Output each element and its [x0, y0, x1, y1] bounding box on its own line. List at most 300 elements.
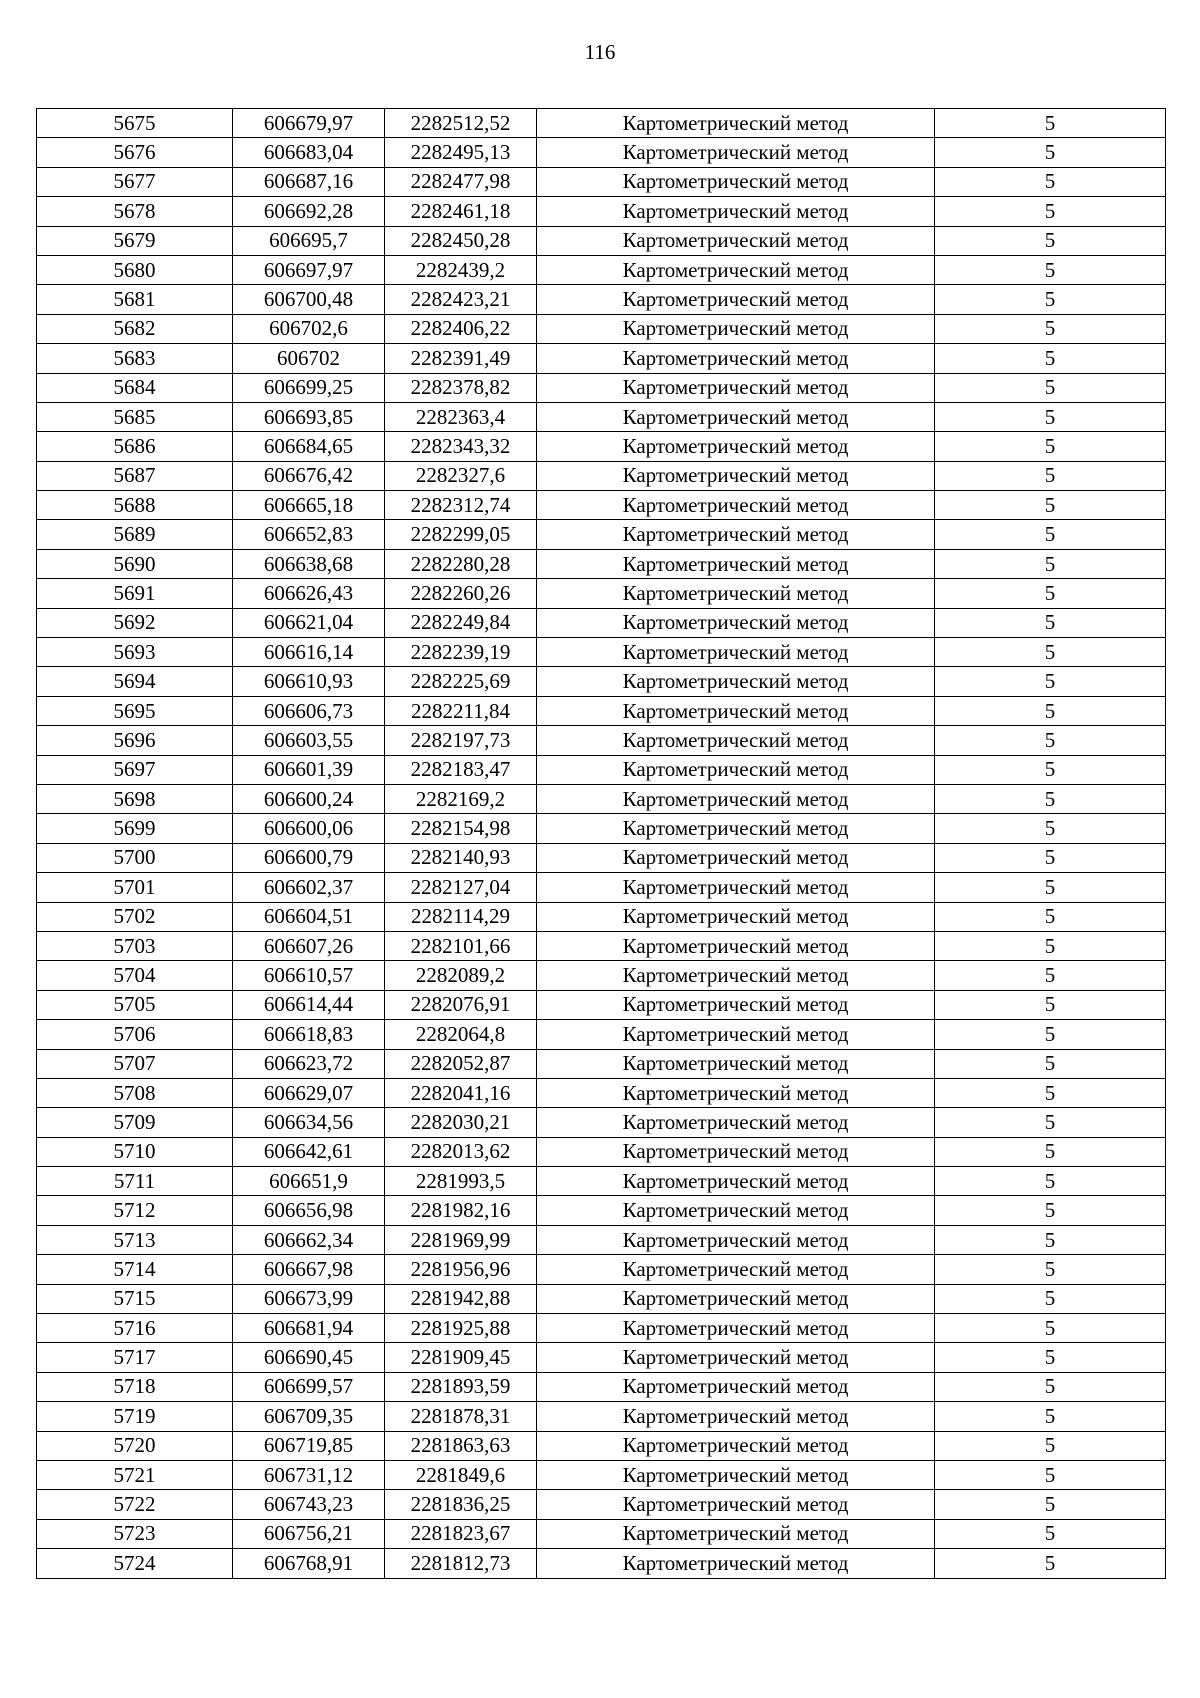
table-row: [37, 1460, 1166, 1489]
y-coordinate-cell: 2282280,28: [385, 549, 537, 578]
y-coordinate-cell: 2282197,73: [385, 726, 537, 755]
point-number-cell: 5693: [37, 638, 233, 667]
table-row: [37, 902, 1166, 931]
y-coordinate-cell: 2282183,47: [385, 755, 537, 784]
accuracy-cell: 5: [935, 1431, 1166, 1460]
y-coordinate-cell: 2281925,88: [385, 1314, 537, 1343]
method-cell: Картометрический метод: [537, 226, 935, 255]
accuracy-cell: 5: [935, 1343, 1166, 1372]
point-number-cell: 5702: [37, 902, 233, 931]
y-coordinate-cell: 2281956,96: [385, 1255, 537, 1284]
y-coordinate-cell: 2282450,28: [385, 226, 537, 255]
method-cell: Картометрический метод: [537, 1402, 935, 1431]
table-row: [37, 167, 1166, 196]
x-coordinate-cell: 606743,23: [233, 1490, 385, 1519]
point-number-cell: 5709: [37, 1108, 233, 1137]
accuracy-cell: 5: [935, 344, 1166, 373]
accuracy-cell: 5: [935, 696, 1166, 725]
accuracy-cell: 5: [935, 255, 1166, 284]
point-number-cell: 5720: [37, 1431, 233, 1460]
method-cell: Картометрический метод: [537, 1519, 935, 1548]
accuracy-cell: 5: [935, 1196, 1166, 1225]
table-row: [37, 1049, 1166, 1078]
table-row: [37, 1490, 1166, 1519]
accuracy-cell: 5: [935, 1225, 1166, 1254]
y-coordinate-cell: 2282013,62: [385, 1137, 537, 1166]
table-row: [37, 1196, 1166, 1225]
point-number-cell: 5704: [37, 961, 233, 990]
x-coordinate-cell: 606756,21: [233, 1519, 385, 1548]
y-coordinate-cell: 2282363,4: [385, 402, 537, 431]
x-coordinate-cell: 606600,79: [233, 843, 385, 872]
y-coordinate-cell: 2282343,32: [385, 432, 537, 461]
point-number-cell: 5708: [37, 1078, 233, 1107]
x-coordinate-cell: 606690,45: [233, 1343, 385, 1372]
accuracy-cell: 5: [935, 549, 1166, 578]
y-coordinate-cell: 2281909,45: [385, 1343, 537, 1372]
accuracy-cell: 5: [935, 755, 1166, 784]
point-number-cell: 5707: [37, 1049, 233, 1078]
table-row: [37, 1225, 1166, 1254]
x-coordinate-cell: 606604,51: [233, 902, 385, 931]
method-cell: Картометрический метод: [537, 1255, 935, 1284]
point-number-cell: 5686: [37, 432, 233, 461]
x-coordinate-cell: 606697,97: [233, 255, 385, 284]
method-cell: Картометрический метод: [537, 1167, 935, 1196]
x-coordinate-cell: 606700,48: [233, 285, 385, 314]
table-row: [37, 638, 1166, 667]
method-cell: Картометрический метод: [537, 843, 935, 872]
x-coordinate-cell: 606731,12: [233, 1460, 385, 1489]
method-cell: Картометрический метод: [537, 138, 935, 167]
method-cell: Картометрический метод: [537, 1196, 935, 1225]
point-number-cell: 5688: [37, 491, 233, 520]
point-number-cell: 5679: [37, 226, 233, 255]
table-row: [37, 1343, 1166, 1372]
accuracy-cell: 5: [935, 961, 1166, 990]
table-row: [37, 990, 1166, 1019]
point-number-cell: 5690: [37, 549, 233, 578]
y-coordinate-cell: 2281982,16: [385, 1196, 537, 1225]
table-row: [37, 1108, 1166, 1137]
y-coordinate-cell: 2282249,84: [385, 608, 537, 637]
table-row: [37, 491, 1166, 520]
table-body: [37, 109, 1166, 1579]
accuracy-cell: 5: [935, 843, 1166, 872]
accuracy-cell: 5: [935, 873, 1166, 902]
accuracy-cell: 5: [935, 1108, 1166, 1137]
point-number-cell: 5710: [37, 1137, 233, 1166]
y-coordinate-cell: 2281893,59: [385, 1372, 537, 1401]
point-number-cell: 5723: [37, 1519, 233, 1548]
table-row: [37, 1372, 1166, 1401]
point-number-cell: 5695: [37, 696, 233, 725]
x-coordinate-cell: 606623,72: [233, 1049, 385, 1078]
method-cell: Картометрический метод: [537, 1343, 935, 1372]
method-cell: Картометрический метод: [537, 1225, 935, 1254]
accuracy-cell: 5: [935, 491, 1166, 520]
accuracy-cell: 5: [935, 931, 1166, 960]
y-coordinate-cell: 2281836,25: [385, 1490, 537, 1519]
coordinates-table: [36, 108, 1166, 1579]
x-coordinate-cell: 606673,99: [233, 1284, 385, 1313]
table-row: [37, 109, 1166, 138]
y-coordinate-cell: 2282327,6: [385, 461, 537, 490]
y-coordinate-cell: 2282391,49: [385, 344, 537, 373]
accuracy-cell: 5: [935, 314, 1166, 343]
point-number-cell: 5715: [37, 1284, 233, 1313]
x-coordinate-cell: 606702,6: [233, 314, 385, 343]
table-row: [37, 1549, 1166, 1578]
accuracy-cell: 5: [935, 784, 1166, 813]
accuracy-cell: 5: [935, 138, 1166, 167]
accuracy-cell: 5: [935, 226, 1166, 255]
method-cell: Картометрический метод: [537, 1314, 935, 1343]
method-cell: Картометрический метод: [537, 931, 935, 960]
method-cell: Картометрический метод: [537, 755, 935, 784]
method-cell: Картометрический метод: [537, 109, 935, 138]
table-row: [37, 1519, 1166, 1548]
x-coordinate-cell: 606601,39: [233, 755, 385, 784]
accuracy-cell: 5: [935, 1460, 1166, 1489]
y-coordinate-cell: 2282406,22: [385, 314, 537, 343]
table-row: [37, 667, 1166, 696]
accuracy-cell: 5: [935, 1402, 1166, 1431]
accuracy-cell: 5: [935, 1519, 1166, 1548]
point-number-cell: 5701: [37, 873, 233, 902]
point-number-cell: 5698: [37, 784, 233, 813]
y-coordinate-cell: 2282495,13: [385, 138, 537, 167]
y-coordinate-cell: 2282041,16: [385, 1078, 537, 1107]
accuracy-cell: 5: [935, 1490, 1166, 1519]
method-cell: Картометрический метод: [537, 784, 935, 813]
table-row: [37, 1137, 1166, 1166]
accuracy-cell: 5: [935, 990, 1166, 1019]
table-row: [37, 873, 1166, 902]
point-number-cell: 5684: [37, 373, 233, 402]
point-number-cell: 5687: [37, 461, 233, 490]
y-coordinate-cell: 2282030,21: [385, 1108, 537, 1137]
y-coordinate-cell: 2282127,04: [385, 873, 537, 902]
point-number-cell: 5682: [37, 314, 233, 343]
method-cell: Картометрический метод: [537, 1108, 935, 1137]
point-number-cell: 5706: [37, 1020, 233, 1049]
y-coordinate-cell: 2281863,63: [385, 1431, 537, 1460]
point-number-cell: 5694: [37, 667, 233, 696]
point-number-cell: 5718: [37, 1372, 233, 1401]
point-number-cell: 5675: [37, 109, 233, 138]
method-cell: Картометрический метод: [537, 255, 935, 284]
x-coordinate-cell: 606693,85: [233, 402, 385, 431]
point-number-cell: 5683: [37, 344, 233, 373]
y-coordinate-cell: 2281878,31: [385, 1402, 537, 1431]
accuracy-cell: 5: [935, 1255, 1166, 1284]
point-number-cell: 5676: [37, 138, 233, 167]
x-coordinate-cell: 606634,56: [233, 1108, 385, 1137]
method-cell: Картометрический метод: [537, 520, 935, 549]
x-coordinate-cell: 606652,83: [233, 520, 385, 549]
y-coordinate-cell: 2281849,6: [385, 1460, 537, 1489]
method-cell: Картометрический метод: [537, 1431, 935, 1460]
table-row: [37, 138, 1166, 167]
x-coordinate-cell: 606651,9: [233, 1167, 385, 1196]
table-row: [37, 1167, 1166, 1196]
accuracy-cell: 5: [935, 197, 1166, 226]
accuracy-cell: 5: [935, 1078, 1166, 1107]
point-number-cell: 5696: [37, 726, 233, 755]
table-row: [37, 931, 1166, 960]
accuracy-cell: 5: [935, 1549, 1166, 1578]
method-cell: Картометрический метод: [537, 549, 935, 578]
table-row: [37, 1255, 1166, 1284]
table-row: [37, 961, 1166, 990]
point-number-cell: 5680: [37, 255, 233, 284]
table-row: [37, 226, 1166, 255]
table-row: [37, 1402, 1166, 1431]
accuracy-cell: 5: [935, 608, 1166, 637]
y-coordinate-cell: 2282052,87: [385, 1049, 537, 1078]
y-coordinate-cell: 2282239,19: [385, 638, 537, 667]
x-coordinate-cell: 606638,68: [233, 549, 385, 578]
y-coordinate-cell: 2282140,93: [385, 843, 537, 872]
method-cell: Картометрический метод: [537, 491, 935, 520]
accuracy-cell: 5: [935, 285, 1166, 314]
point-number-cell: 5717: [37, 1343, 233, 1372]
table-row: [37, 520, 1166, 549]
table-row: [37, 344, 1166, 373]
table-row: [37, 1020, 1166, 1049]
method-cell: Картометрический метод: [537, 638, 935, 667]
accuracy-cell: 5: [935, 1284, 1166, 1313]
table-row: [37, 726, 1166, 755]
table-row: [37, 1314, 1166, 1343]
x-coordinate-cell: 606621,04: [233, 608, 385, 637]
method-cell: Картометрический метод: [537, 432, 935, 461]
y-coordinate-cell: 2282089,2: [385, 961, 537, 990]
y-coordinate-cell: 2282299,05: [385, 520, 537, 549]
point-number-cell: 5724: [37, 1549, 233, 1578]
accuracy-cell: 5: [935, 461, 1166, 490]
y-coordinate-cell: 2282114,29: [385, 902, 537, 931]
method-cell: Картометрический метод: [537, 902, 935, 931]
point-number-cell: 5719: [37, 1402, 233, 1431]
accuracy-cell: 5: [935, 902, 1166, 931]
y-coordinate-cell: 2282154,98: [385, 814, 537, 843]
y-coordinate-cell: 2281812,73: [385, 1549, 537, 1578]
method-cell: Картометрический метод: [537, 344, 935, 373]
method-cell: Картометрический метод: [537, 1049, 935, 1078]
method-cell: Картометрический метод: [537, 1078, 935, 1107]
table-row: [37, 608, 1166, 637]
accuracy-cell: 5: [935, 579, 1166, 608]
table-row: [37, 1078, 1166, 1107]
table-row: [37, 1431, 1166, 1460]
x-coordinate-cell: 606610,93: [233, 667, 385, 696]
method-cell: Картометрический метод: [537, 726, 935, 755]
x-coordinate-cell: 606610,57: [233, 961, 385, 990]
x-coordinate-cell: 606719,85: [233, 1431, 385, 1460]
accuracy-cell: 5: [935, 1049, 1166, 1078]
method-cell: Картометрический метод: [537, 197, 935, 226]
x-coordinate-cell: 606629,07: [233, 1078, 385, 1107]
x-coordinate-cell: 606662,34: [233, 1225, 385, 1254]
method-cell: Картометрический метод: [537, 1460, 935, 1489]
x-coordinate-cell: 606676,42: [233, 461, 385, 490]
y-coordinate-cell: 2281942,88: [385, 1284, 537, 1313]
y-coordinate-cell: 2281969,99: [385, 1225, 537, 1254]
table-row: [37, 755, 1166, 784]
method-cell: Картометрический метод: [537, 608, 935, 637]
x-coordinate-cell: 606683,04: [233, 138, 385, 167]
accuracy-cell: 5: [935, 402, 1166, 431]
y-coordinate-cell: 2282378,82: [385, 373, 537, 402]
method-cell: Картометрический метод: [537, 1490, 935, 1519]
table-row: [37, 197, 1166, 226]
method-cell: Картометрический метод: [537, 873, 935, 902]
accuracy-cell: 5: [935, 520, 1166, 549]
y-coordinate-cell: 2282260,26: [385, 579, 537, 608]
accuracy-cell: 5: [935, 1137, 1166, 1166]
table-row: [37, 1284, 1166, 1313]
table-row: [37, 579, 1166, 608]
method-cell: Картометрический метод: [537, 1549, 935, 1578]
accuracy-cell: 5: [935, 1020, 1166, 1049]
accuracy-cell: 5: [935, 1314, 1166, 1343]
x-coordinate-cell: 606603,55: [233, 726, 385, 755]
point-number-cell: 5697: [37, 755, 233, 784]
point-number-cell: 5692: [37, 608, 233, 637]
x-coordinate-cell: 606667,98: [233, 1255, 385, 1284]
point-number-cell: 5721: [37, 1460, 233, 1489]
y-coordinate-cell: 2282076,91: [385, 990, 537, 1019]
y-coordinate-cell: 2282064,8: [385, 1020, 537, 1049]
method-cell: Картометрический метод: [537, 667, 935, 696]
table-row: [37, 461, 1166, 490]
point-number-cell: 5681: [37, 285, 233, 314]
x-coordinate-cell: 606600,24: [233, 784, 385, 813]
point-number-cell: 5700: [37, 843, 233, 872]
accuracy-cell: 5: [935, 432, 1166, 461]
accuracy-cell: 5: [935, 638, 1166, 667]
table-row: [37, 314, 1166, 343]
table-row: [37, 784, 1166, 813]
method-cell: Картометрический метод: [537, 696, 935, 725]
x-coordinate-cell: 606665,18: [233, 491, 385, 520]
method-cell: Картометрический метод: [537, 1284, 935, 1313]
point-number-cell: 5703: [37, 931, 233, 960]
accuracy-cell: 5: [935, 109, 1166, 138]
method-cell: Картометрический метод: [537, 461, 935, 490]
x-coordinate-cell: 606702: [233, 344, 385, 373]
method-cell: Картометрический метод: [537, 1137, 935, 1166]
y-coordinate-cell: 2282439,2: [385, 255, 537, 284]
table-row: [37, 814, 1166, 843]
point-number-cell: 5691: [37, 579, 233, 608]
x-coordinate-cell: 606616,14: [233, 638, 385, 667]
accuracy-cell: 5: [935, 726, 1166, 755]
x-coordinate-cell: 606607,26: [233, 931, 385, 960]
method-cell: Картометрический метод: [537, 285, 935, 314]
method-cell: Картометрический метод: [537, 402, 935, 431]
x-coordinate-cell: 606656,98: [233, 1196, 385, 1225]
x-coordinate-cell: 606709,35: [233, 1402, 385, 1431]
x-coordinate-cell: 606642,61: [233, 1137, 385, 1166]
x-coordinate-cell: 606692,28: [233, 197, 385, 226]
x-coordinate-cell: 606618,83: [233, 1020, 385, 1049]
point-number-cell: 5711: [37, 1167, 233, 1196]
x-coordinate-cell: 606768,91: [233, 1549, 385, 1578]
point-number-cell: 5716: [37, 1314, 233, 1343]
point-number-cell: 5722: [37, 1490, 233, 1519]
accuracy-cell: 5: [935, 373, 1166, 402]
y-coordinate-cell: 2282461,18: [385, 197, 537, 226]
accuracy-cell: 5: [935, 1167, 1166, 1196]
point-number-cell: 5705: [37, 990, 233, 1019]
method-cell: Картометрический метод: [537, 1372, 935, 1401]
x-coordinate-cell: 606602,37: [233, 873, 385, 902]
point-number-cell: 5677: [37, 167, 233, 196]
page-number: 116: [584, 40, 616, 64]
method-cell: Картометрический метод: [537, 314, 935, 343]
accuracy-cell: 5: [935, 167, 1166, 196]
x-coordinate-cell: 606699,25: [233, 373, 385, 402]
point-number-cell: 5699: [37, 814, 233, 843]
x-coordinate-cell: 606679,97: [233, 109, 385, 138]
y-coordinate-cell: 2282101,66: [385, 931, 537, 960]
point-number-cell: 5714: [37, 1255, 233, 1284]
accuracy-cell: 5: [935, 1372, 1166, 1401]
table-row: [37, 549, 1166, 578]
x-coordinate-cell: 606600,06: [233, 814, 385, 843]
y-coordinate-cell: 2281823,67: [385, 1519, 537, 1548]
y-coordinate-cell: 2282312,74: [385, 491, 537, 520]
x-coordinate-cell: 606626,43: [233, 579, 385, 608]
table-row: [37, 696, 1166, 725]
table-row: [37, 285, 1166, 314]
x-coordinate-cell: 606681,94: [233, 1314, 385, 1343]
y-coordinate-cell: 2282169,2: [385, 784, 537, 813]
x-coordinate-cell: 606606,73: [233, 696, 385, 725]
y-coordinate-cell: 2282225,69: [385, 667, 537, 696]
method-cell: Картометрический метод: [537, 1020, 935, 1049]
x-coordinate-cell: 606684,65: [233, 432, 385, 461]
point-number-cell: 5689: [37, 520, 233, 549]
y-coordinate-cell: 2282512,52: [385, 109, 537, 138]
y-coordinate-cell: 2282211,84: [385, 696, 537, 725]
accuracy-cell: 5: [935, 814, 1166, 843]
x-coordinate-cell: 606687,16: [233, 167, 385, 196]
table-row: [37, 255, 1166, 284]
x-coordinate-cell: 606699,57: [233, 1372, 385, 1401]
point-number-cell: 5685: [37, 402, 233, 431]
method-cell: Картометрический метод: [537, 579, 935, 608]
point-number-cell: 5678: [37, 197, 233, 226]
x-coordinate-cell: 606695,7: [233, 226, 385, 255]
method-cell: Картометрический метод: [537, 990, 935, 1019]
point-number-cell: 5712: [37, 1196, 233, 1225]
table-row: [37, 843, 1166, 872]
method-cell: Картометрический метод: [537, 167, 935, 196]
y-coordinate-cell: 2282477,98: [385, 167, 537, 196]
y-coordinate-cell: 2282423,21: [385, 285, 537, 314]
point-number-cell: 5713: [37, 1225, 233, 1254]
table-row: [37, 402, 1166, 431]
method-cell: Картометрический метод: [537, 814, 935, 843]
method-cell: Картометрический метод: [537, 373, 935, 402]
y-coordinate-cell: 2281993,5: [385, 1167, 537, 1196]
x-coordinate-cell: 606614,44: [233, 990, 385, 1019]
table-row: [37, 373, 1166, 402]
